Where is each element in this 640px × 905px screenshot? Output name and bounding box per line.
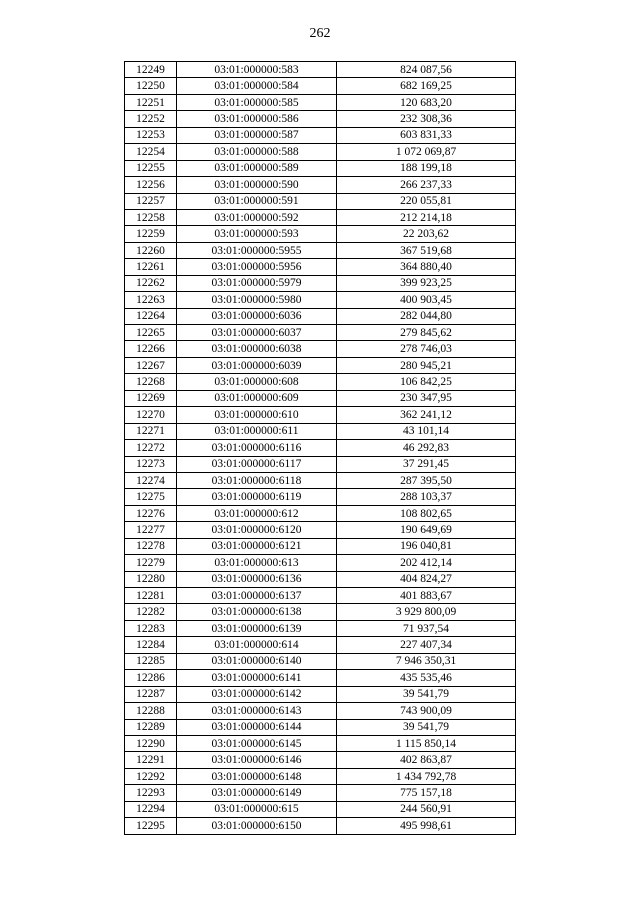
cadastral-value-cell: 287 395,50 bbox=[337, 472, 516, 488]
cadastral-number-cell: 03:01:000000:6137 bbox=[177, 588, 337, 604]
cadastral-value-table bbox=[124, 61, 516, 835]
cadastral-value-cell: 824 087,56 bbox=[337, 62, 516, 78]
cadastral-value-cell: 232 308,36 bbox=[337, 111, 516, 127]
table-row bbox=[125, 785, 516, 801]
cadastral-value-cell: 37 291,45 bbox=[337, 456, 516, 472]
row-number-cell: 12276 bbox=[125, 505, 177, 521]
cadastral-number-cell: 03:01:000000:6145 bbox=[177, 735, 337, 751]
cadastral-number-cell: 03:01:000000:584 bbox=[177, 78, 337, 94]
row-number-cell: 12282 bbox=[125, 604, 177, 620]
row-number-cell: 12292 bbox=[125, 768, 177, 784]
table-row bbox=[125, 472, 516, 488]
row-number-cell: 12284 bbox=[125, 637, 177, 653]
cadastral-number-cell: 03:01:000000:5955 bbox=[177, 242, 337, 258]
row-number-cell: 12267 bbox=[125, 357, 177, 373]
table-row bbox=[125, 522, 516, 538]
cadastral-number-cell: 03:01:000000:6149 bbox=[177, 785, 337, 801]
cadastral-number-cell: 03:01:000000:615 bbox=[177, 801, 337, 817]
table-row bbox=[125, 341, 516, 357]
table-row bbox=[125, 226, 516, 242]
cadastral-number-cell: 03:01:000000:585 bbox=[177, 94, 337, 110]
cadastral-value-cell: 212 214,18 bbox=[337, 209, 516, 225]
row-number-cell: 12263 bbox=[125, 292, 177, 308]
cadastral-number-cell: 03:01:000000:608 bbox=[177, 374, 337, 390]
cadastral-value-cell: 362 241,12 bbox=[337, 407, 516, 423]
cadastral-number-cell: 03:01:000000:6116 bbox=[177, 440, 337, 456]
cadastral-number-cell: 03:01:000000:6118 bbox=[177, 472, 337, 488]
table-row bbox=[125, 292, 516, 308]
cadastral-value-cell: 227 407,34 bbox=[337, 637, 516, 653]
table-row bbox=[125, 111, 516, 127]
table-row bbox=[125, 357, 516, 373]
row-number-cell: 12254 bbox=[125, 144, 177, 160]
table-row bbox=[125, 456, 516, 472]
cadastral-value-cell: 71 937,54 bbox=[337, 620, 516, 636]
table-row bbox=[125, 719, 516, 735]
page-number: 262 bbox=[309, 26, 331, 41]
table-row bbox=[125, 768, 516, 784]
table-row bbox=[125, 390, 516, 406]
cadastral-number-cell: 03:01:000000:6146 bbox=[177, 752, 337, 768]
cadastral-value-cell: 279 845,62 bbox=[337, 325, 516, 341]
cadastral-number-cell: 03:01:000000:591 bbox=[177, 193, 337, 209]
table-row bbox=[125, 407, 516, 423]
table-row bbox=[125, 489, 516, 505]
cadastral-value-cell: 288 103,37 bbox=[337, 489, 516, 505]
cadastral-value-cell: 106 842,25 bbox=[337, 374, 516, 390]
table-row bbox=[125, 735, 516, 751]
cadastral-number-cell: 03:01:000000:593 bbox=[177, 226, 337, 242]
table-row bbox=[125, 620, 516, 636]
row-number-cell: 12273 bbox=[125, 456, 177, 472]
row-number-cell: 12283 bbox=[125, 620, 177, 636]
cadastral-value-cell: 46 292,83 bbox=[337, 440, 516, 456]
cadastral-number-cell: 03:01:000000:590 bbox=[177, 177, 337, 193]
cadastral-number-cell: 03:01:000000:6121 bbox=[177, 538, 337, 554]
row-number-cell: 12295 bbox=[125, 818, 177, 834]
cadastral-value-cell: 220 055,81 bbox=[337, 193, 516, 209]
cadastral-value-cell: 7 946 350,31 bbox=[337, 653, 516, 669]
cadastral-value-cell: 364 880,40 bbox=[337, 259, 516, 275]
cadastral-value-cell: 39 541,79 bbox=[337, 719, 516, 735]
cadastral-value-cell: 399 923,25 bbox=[337, 275, 516, 291]
cadastral-number-cell: 03:01:000000:6143 bbox=[177, 703, 337, 719]
table-row bbox=[125, 374, 516, 390]
row-number-cell: 12269 bbox=[125, 390, 177, 406]
cadastral-number-cell: 03:01:000000:588 bbox=[177, 144, 337, 160]
cadastral-number-cell: 03:01:000000:6140 bbox=[177, 653, 337, 669]
cadastral-number-cell: 03:01:000000:6150 bbox=[177, 818, 337, 834]
cadastral-value-cell: 39 541,79 bbox=[337, 686, 516, 702]
table-row bbox=[125, 703, 516, 719]
cadastral-number-cell: 03:01:000000:589 bbox=[177, 160, 337, 176]
row-number-cell: 12262 bbox=[125, 275, 177, 291]
row-number-cell: 12289 bbox=[125, 719, 177, 735]
cadastral-value-cell: 495 998,61 bbox=[337, 818, 516, 834]
table-row bbox=[125, 588, 516, 604]
row-number-cell: 12260 bbox=[125, 242, 177, 258]
cadastral-number-cell: 03:01:000000:6036 bbox=[177, 308, 337, 324]
row-number-cell: 12287 bbox=[125, 686, 177, 702]
table-row bbox=[125, 325, 516, 341]
cadastral-value-cell: 244 560,91 bbox=[337, 801, 516, 817]
row-number-cell: 12293 bbox=[125, 785, 177, 801]
cadastral-number-cell: 03:01:000000:6039 bbox=[177, 357, 337, 373]
cadastral-value-cell: 230 347,95 bbox=[337, 390, 516, 406]
table-row bbox=[125, 752, 516, 768]
row-number-cell: 12286 bbox=[125, 670, 177, 686]
row-number-cell: 12291 bbox=[125, 752, 177, 768]
row-number-cell: 12270 bbox=[125, 407, 177, 423]
row-number-cell: 12261 bbox=[125, 259, 177, 275]
cadastral-number-cell: 03:01:000000:6038 bbox=[177, 341, 337, 357]
cadastral-number-cell: 03:01:000000:614 bbox=[177, 637, 337, 653]
table-row bbox=[125, 801, 516, 817]
row-number-cell: 12251 bbox=[125, 94, 177, 110]
table-row bbox=[125, 177, 516, 193]
cadastral-value-cell: 202 412,14 bbox=[337, 555, 516, 571]
row-number-cell: 12271 bbox=[125, 423, 177, 439]
row-number-cell: 12249 bbox=[125, 62, 177, 78]
cadastral-number-cell: 03:01:000000:586 bbox=[177, 111, 337, 127]
cadastral-value-cell: 22 203,62 bbox=[337, 226, 516, 242]
row-number-cell: 12264 bbox=[125, 308, 177, 324]
row-number-cell: 12277 bbox=[125, 522, 177, 538]
cadastral-number-cell: 03:01:000000:6119 bbox=[177, 489, 337, 505]
cadastral-number-cell: 03:01:000000:5980 bbox=[177, 292, 337, 308]
cadastral-value-cell: 1 072 069,87 bbox=[337, 144, 516, 160]
cadastral-value-cell: 401 883,67 bbox=[337, 588, 516, 604]
cadastral-number-cell: 03:01:000000:6141 bbox=[177, 670, 337, 686]
row-number-cell: 12268 bbox=[125, 374, 177, 390]
table-row bbox=[125, 209, 516, 225]
table-row bbox=[125, 686, 516, 702]
row-number-cell: 12255 bbox=[125, 160, 177, 176]
cadastral-value-cell: 43 101,14 bbox=[337, 423, 516, 439]
table-row bbox=[125, 571, 516, 587]
cadastral-number-cell: 03:01:000000:6138 bbox=[177, 604, 337, 620]
row-number-cell: 12272 bbox=[125, 440, 177, 456]
row-number-cell: 12275 bbox=[125, 489, 177, 505]
cadastral-value-cell: 190 649,69 bbox=[337, 522, 516, 538]
row-number-cell: 12290 bbox=[125, 735, 177, 751]
table-row bbox=[125, 604, 516, 620]
table-row bbox=[125, 653, 516, 669]
table-row bbox=[125, 505, 516, 521]
row-number-cell: 12280 bbox=[125, 571, 177, 587]
cadastral-value-cell: 367 519,68 bbox=[337, 242, 516, 258]
cadastral-value-cell: 743 900,09 bbox=[337, 703, 516, 719]
table-row bbox=[125, 94, 516, 110]
table-row bbox=[125, 440, 516, 456]
cadastral-number-cell: 03:01:000000:612 bbox=[177, 505, 337, 521]
cadastral-number-cell: 03:01:000000:6142 bbox=[177, 686, 337, 702]
row-number-cell: 12259 bbox=[125, 226, 177, 242]
table-row bbox=[125, 193, 516, 209]
cadastral-value-cell: 404 824,27 bbox=[337, 571, 516, 587]
row-number-cell: 12256 bbox=[125, 177, 177, 193]
row-number-cell: 12265 bbox=[125, 325, 177, 341]
table-row bbox=[125, 144, 516, 160]
row-number-cell: 12266 bbox=[125, 341, 177, 357]
cadastral-number-cell: 03:01:000000:6120 bbox=[177, 522, 337, 538]
cadastral-number-cell: 03:01:000000:6144 bbox=[177, 719, 337, 735]
cadastral-number-cell: 03:01:000000:613 bbox=[177, 555, 337, 571]
row-number-cell: 12279 bbox=[125, 555, 177, 571]
table-body bbox=[125, 62, 516, 835]
table-row bbox=[125, 242, 516, 258]
table-row bbox=[125, 127, 516, 143]
row-number-cell: 12274 bbox=[125, 472, 177, 488]
table-row bbox=[125, 637, 516, 653]
cadastral-value-cell: 402 863,87 bbox=[337, 752, 516, 768]
cadastral-number-cell: 03:01:000000:609 bbox=[177, 390, 337, 406]
cadastral-value-cell: 282 044,80 bbox=[337, 308, 516, 324]
cadastral-number-cell: 03:01:000000:610 bbox=[177, 407, 337, 423]
cadastral-number-cell: 03:01:000000:6139 bbox=[177, 620, 337, 636]
table-row bbox=[125, 78, 516, 94]
cadastral-number-cell: 03:01:000000:6037 bbox=[177, 325, 337, 341]
cadastral-value-cell: 278 746,03 bbox=[337, 341, 516, 357]
cadastral-value-cell: 188 199,18 bbox=[337, 160, 516, 176]
cadastral-number-cell: 03:01:000000:5956 bbox=[177, 259, 337, 275]
cadastral-value-cell: 1 115 850,14 bbox=[337, 735, 516, 751]
cadastral-value-cell: 3 929 800,09 bbox=[337, 604, 516, 620]
cadastral-value-cell: 266 237,33 bbox=[337, 177, 516, 193]
cadastral-value-cell: 400 903,45 bbox=[337, 292, 516, 308]
row-number-cell: 12258 bbox=[125, 209, 177, 225]
cadastral-number-cell: 03:01:000000:592 bbox=[177, 209, 337, 225]
row-number-cell: 12285 bbox=[125, 653, 177, 669]
table-row bbox=[125, 308, 516, 324]
table-row bbox=[125, 555, 516, 571]
row-number-cell: 12294 bbox=[125, 801, 177, 817]
cadastral-number-cell: 03:01:000000:611 bbox=[177, 423, 337, 439]
cadastral-value-cell: 280 945,21 bbox=[337, 357, 516, 373]
cadastral-number-cell: 03:01:000000:6136 bbox=[177, 571, 337, 587]
table-row bbox=[125, 670, 516, 686]
table-row bbox=[125, 62, 516, 78]
table-row bbox=[125, 538, 516, 554]
cadastral-number-cell: 03:01:000000:587 bbox=[177, 127, 337, 143]
row-number-cell: 12281 bbox=[125, 588, 177, 604]
cadastral-number-cell: 03:01:000000:6148 bbox=[177, 768, 337, 784]
cadastral-value-cell: 120 683,20 bbox=[337, 94, 516, 110]
table-row bbox=[125, 259, 516, 275]
table-row bbox=[125, 818, 516, 834]
cadastral-number-cell: 03:01:000000:583 bbox=[177, 62, 337, 78]
cadastral-value-cell: 603 831,33 bbox=[337, 127, 516, 143]
cadastral-value-cell: 682 169,25 bbox=[337, 78, 516, 94]
cadastral-value-cell: 435 535,46 bbox=[337, 670, 516, 686]
cadastral-number-cell: 03:01:000000:6117 bbox=[177, 456, 337, 472]
row-number-cell: 12250 bbox=[125, 78, 177, 94]
row-number-cell: 12257 bbox=[125, 193, 177, 209]
cadastral-value-cell: 196 040,81 bbox=[337, 538, 516, 554]
row-number-cell: 12253 bbox=[125, 127, 177, 143]
cadastral-value-cell: 775 157,18 bbox=[337, 785, 516, 801]
cadastral-value-cell: 108 802,65 bbox=[337, 505, 516, 521]
cadastral-number-cell: 03:01:000000:5979 bbox=[177, 275, 337, 291]
row-number-cell: 12288 bbox=[125, 703, 177, 719]
row-number-cell: 12252 bbox=[125, 111, 177, 127]
table-row bbox=[125, 275, 516, 291]
cadastral-value-cell: 1 434 792,78 bbox=[337, 768, 516, 784]
table-row bbox=[125, 423, 516, 439]
row-number-cell: 12278 bbox=[125, 538, 177, 554]
table-row bbox=[125, 160, 516, 176]
